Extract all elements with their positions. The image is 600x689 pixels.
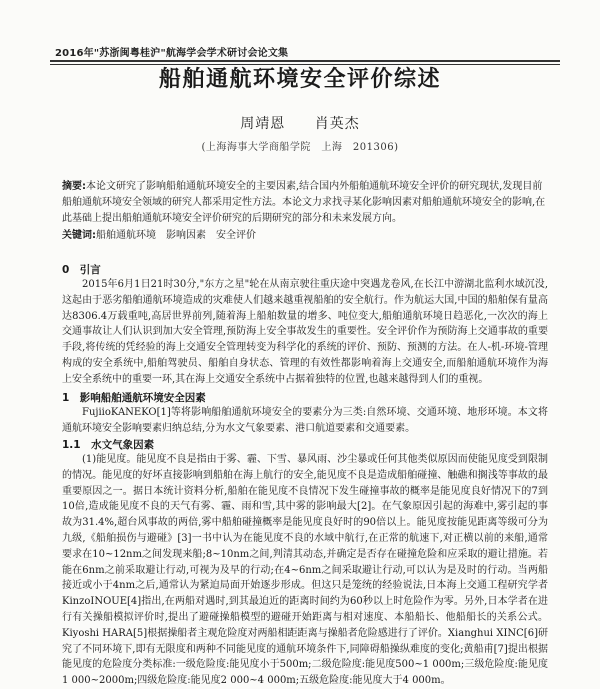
authors bbox=[0, 113, 600, 133]
section-heading-1-1: 1.1 水文气象因素 bbox=[62, 439, 155, 451]
section-heading-1: 1 影响船舶通航环境安全因素 bbox=[62, 392, 206, 404]
intro-paragraph: 2015年6月1日21时30分,"东方之星"轮在从南京驶往重庆途中突遇龙卷风,在长江中游湖北监利水域沉没,这起由于恶劣船舶通航环境造成的灾难使人们越来越重视船舶的安全航行。作为航运大国,中国的船舶保有量高达8306.4万载重吨,高居世界前列,随着海上船舶数量的增多、吨位变大,船舶通航环境日趋恶化,一次次的海上交通事故让人们认识到加大安全管理,预防海上安全事故发生的重要性。安全评价作为预防海上交通事故的重要手段,将传统的凭经验的海上交通安全管理转变为科学化的系统的评价、预防、预测的方法。在人-机-环境-管理构成的安全系统中,船舶驾驶员、船舶自身状态、管理的有效性都影响着海上交通安全,而船舶通航环境作为海上安全系统中的重要一环,其在海上交通安全系统中占据着独特的位置,也越来越得到人们的重视。 bbox=[62, 279, 548, 385]
keywords bbox=[62, 229, 548, 243]
abstract-text: 本论文研究了影响船舶通航环境安全的主要因素,结合国内外船舶通航环境安全评价的研究现状,发现目前船舶通航环境安全领域的研究人都采用定性方法。本论文力求找寻某化影响因素对船舶通航环境安全的影响,在此基础上提出船舶通航环境安全评价研究的后期研究的部分和未来发展方向。 bbox=[62, 181, 546, 224]
affiliation: (上海海事大学商船学院 上海 201306) bbox=[201, 142, 399, 153]
section-heading-intro: 0 引言 bbox=[62, 264, 101, 276]
keywords-text: 船舶通航环境 影响因素 安全评价 bbox=[96, 230, 256, 241]
paper-title: 船舶通航环境安全评价综述 bbox=[158, 67, 441, 92]
author-name: 肖英杰 bbox=[314, 116, 360, 132]
abstract bbox=[62, 179, 548, 227]
author-name: 周靖恩 bbox=[240, 116, 286, 132]
keywords-label: 关键词: bbox=[62, 230, 96, 241]
section-1-paragraph: FujiioKANEKO[1]等将影响船舶通航环境安全的要素分为三类:自然环境、交通环境、地形环境。本文将通航环境安全影响要素归纳总结,分为水文气象要素、港口航道要素和交通要素。 bbox=[62, 407, 548, 434]
abstract-label: 摘要: bbox=[62, 181, 86, 192]
running-header: 2016年"苏浙闽粤桂沪"航海学会学术研讨会论文集 bbox=[55, 48, 289, 59]
section-1-1-paragraph: (1)能见度。能见度不良是指由于雾、霾、下雪、暴风雨、沙尘暴或任何其他类似原因而使能见度受到限制的情况。能见度的好坏直接影响到船舶在海上航行的安全,能见度不良是造成船舶碰撞、触礁和搁浅等事故的最重要原因之一。据日本统计资料分析,船舶在能见度不良情况下发生碰撞事故的概率是能见度良好情况下的7到10倍,造成能见度不良的天气有雾、霾、雨和雪,其中雾的影响最大[2]。在气象原因引起的海难中,雾引起的事故为31.4%,超台风事故的两倍,雾中船舶碰撞概率是能见度良好时的90倍以上。能见度按能见距离等级可分为九级,《船舶损伤与避碰》[3]一书中认为在能见度不良的水域中航行,在正常的航速下,对正横以前的来船,通常要求在10~12nm之间发现来船;8~10nm之间,判清其动态,并确定是否存在碰撞危险和应采取的避让措施。若能在6nm之前采取避让行动,可视为及早的行动;在4~6nm之间采取避让行动,可以认为是及时的行动。当两船接近或小于4nm之后,通常认为紧迫局面开始逐步形成。但这只是笼统的经验说法,日本海上交通工程研究学者KinzoINOUE[4]指出,在两船对遇时,到其最迫近的距离时间约为60秒以上时危险作为零。另外,日本学者在进行有关操船模拟评价时,提出了避碰操船模型的避碰开始距离与相对速度、本船船长、他船船长的关系公式。Kiyoshi HARA[5]根据操船者主观危险度对两船相距距离与操船者危险感进行了评价。Xianghui XINC[6]研究了不同环境下,即有无限度和两种不同能见度的通航环境条件下,同障碍船操纵难度的变化;黄船甫[7]提出根据能见度的危险度分类标准:一级危险度:能见度小于500m;二级危险度:能见度500~1 000m;三级危险度:能见度1 000~2000m;四级危险度:能见度2 000~4 000m;五级危险度:能见度大于4 000m。 bbox=[62, 454, 548, 687]
